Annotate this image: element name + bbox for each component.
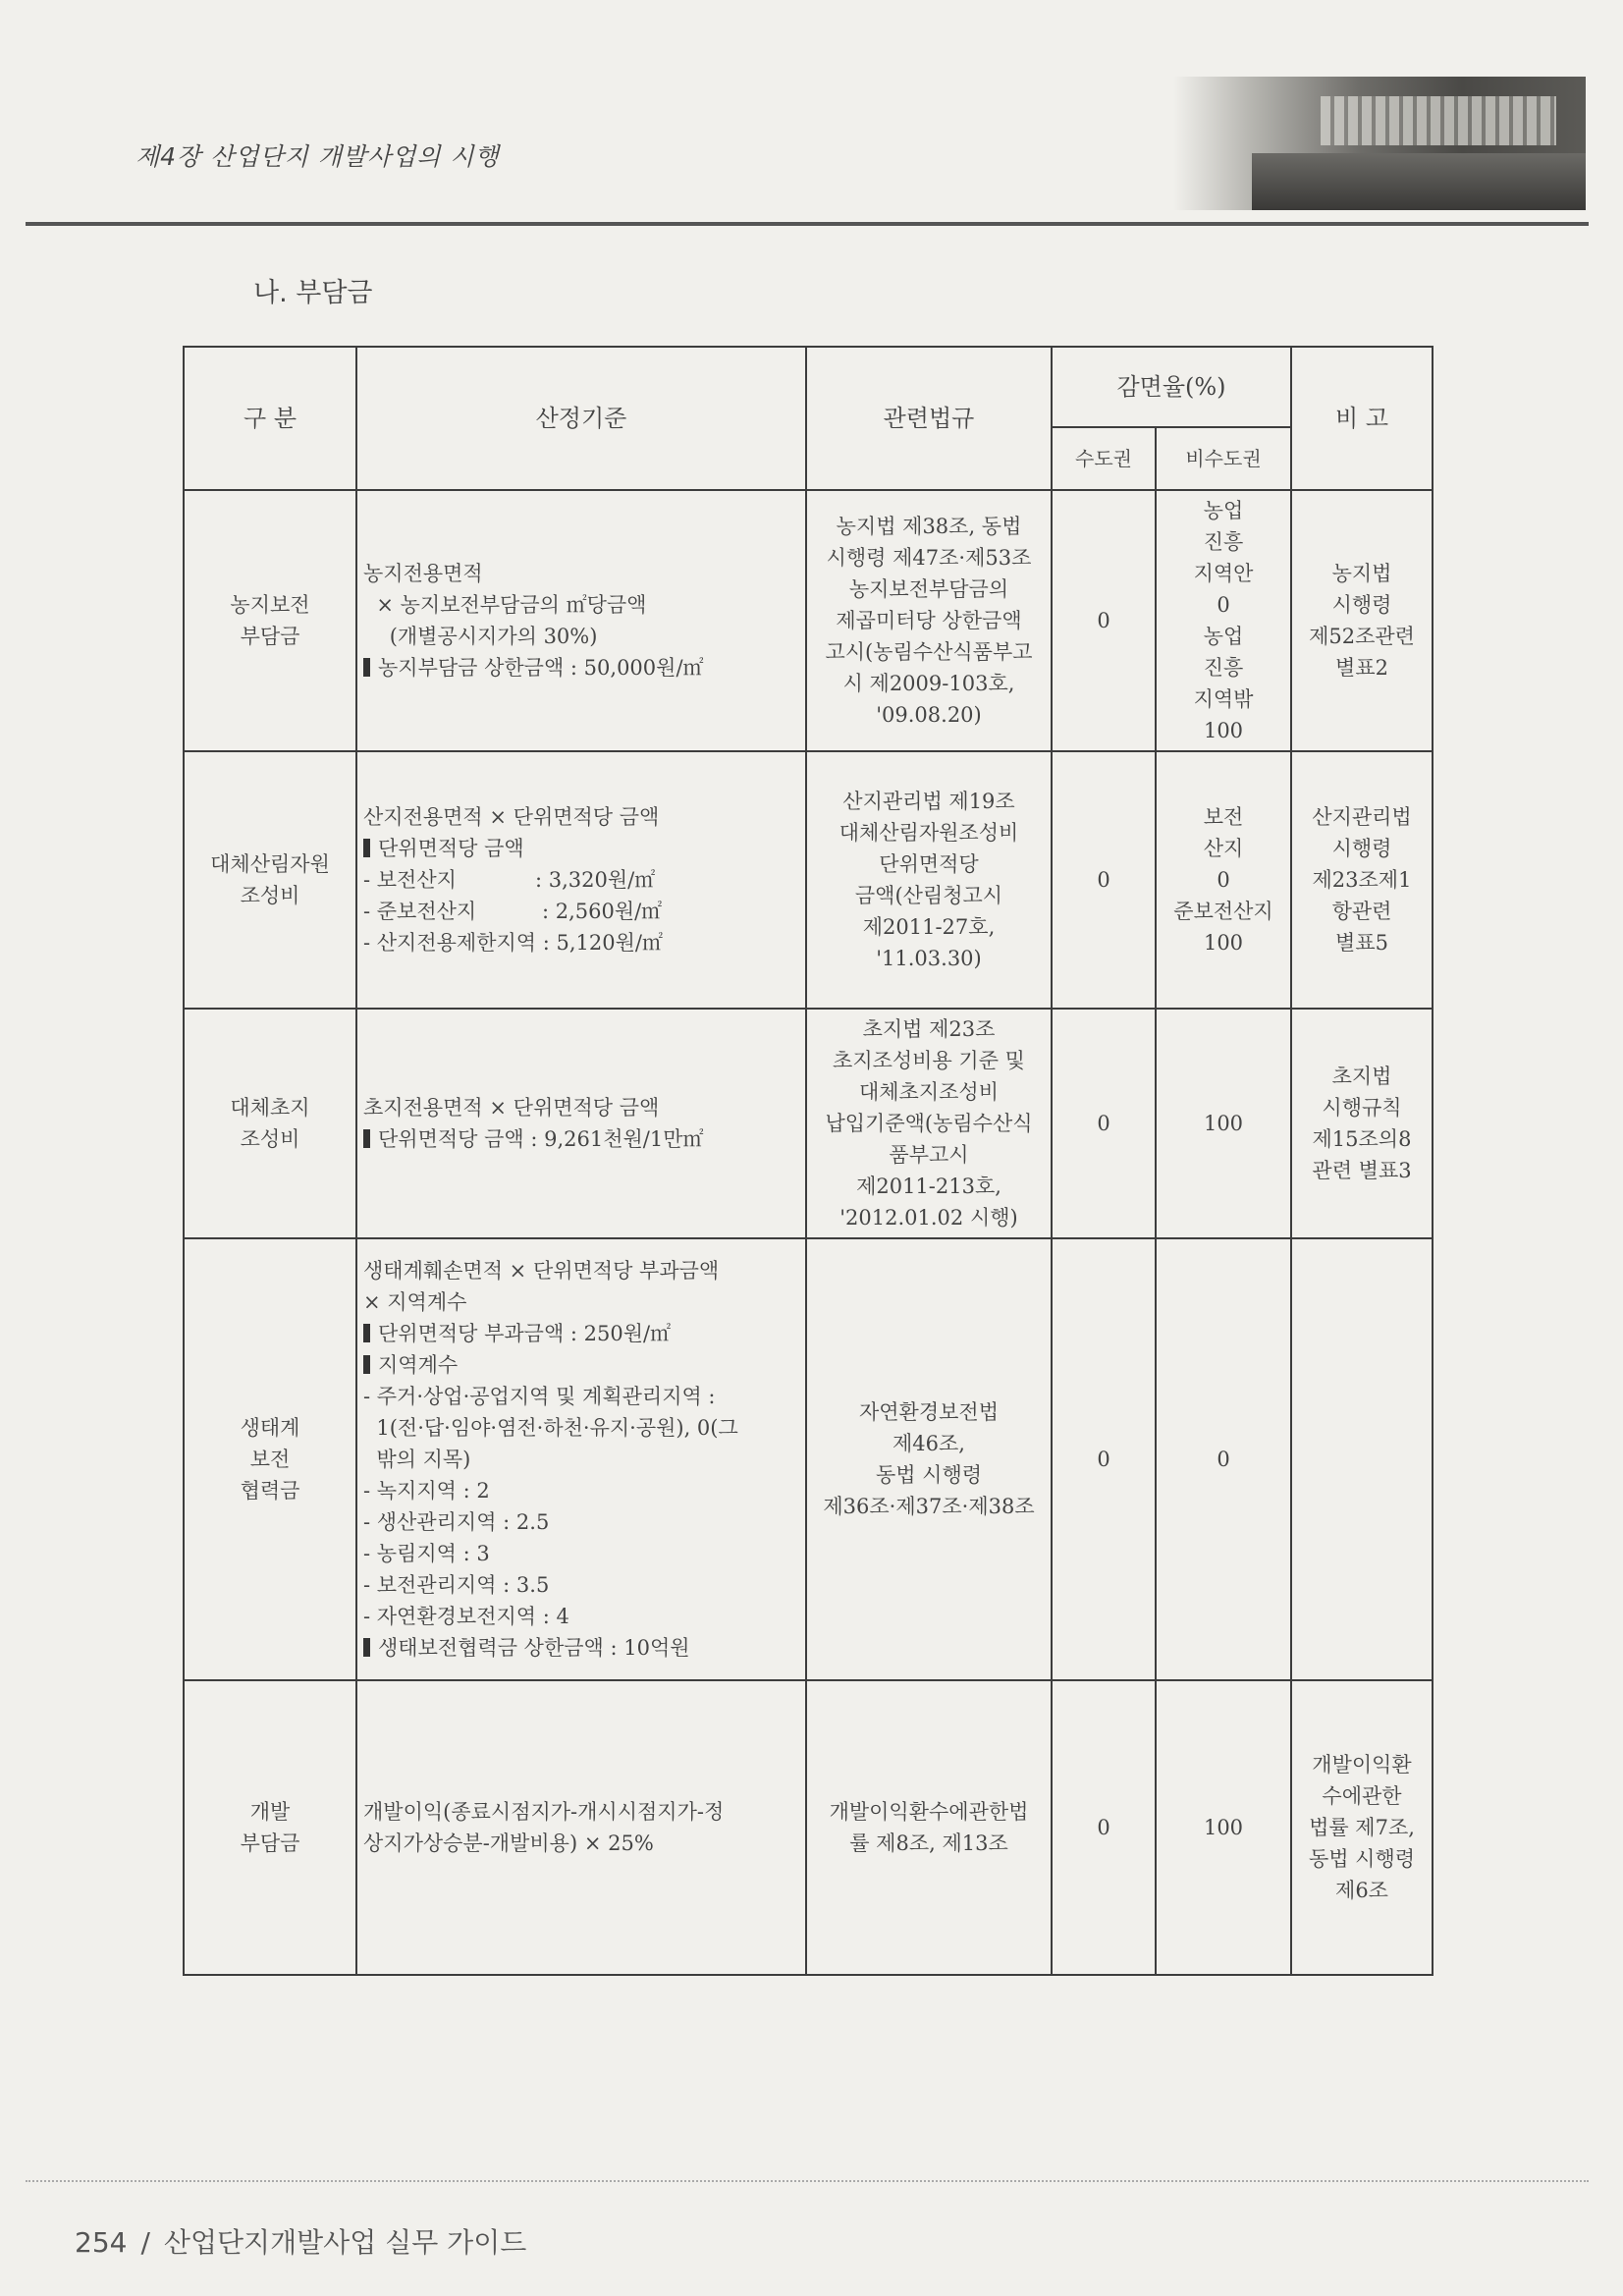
header-remarks: 비 고 xyxy=(1291,347,1433,490)
bullet-marker-icon xyxy=(363,1638,370,1657)
bullet-marker-icon xyxy=(363,1355,370,1374)
remarks-cell xyxy=(1291,1238,1433,1680)
criteria-line xyxy=(363,1092,799,1123)
criteria-text: 지역계수 xyxy=(378,1353,459,1377)
criteria-line xyxy=(363,1632,799,1664)
non-capital-rate-cell: 농업 진흥 지역안 0 농업 진흥 지역밖 100 xyxy=(1156,490,1291,751)
criteria-text: 생태계훼손면적 × 단위면적당 부과금액 xyxy=(363,1259,720,1283)
remarks-cell: 산지관리법 시행령 제23조제1 항관련 별표5 xyxy=(1291,751,1433,1009)
non-capital-rate-cell: 100 xyxy=(1156,1680,1291,1975)
criteria-text: 개발이익(종료시점지가-개시시점지가-정 xyxy=(363,1800,725,1824)
criteria-line xyxy=(363,1349,799,1381)
criteria-text: × 농지보전부담금의 ㎡당금액 xyxy=(363,593,647,617)
criteria-text: × 지역계수 xyxy=(363,1290,467,1314)
capital-rate-cell: 0 xyxy=(1052,1009,1156,1238)
criteria-text: 단위면적당 금액 xyxy=(378,837,524,860)
table-row xyxy=(184,1009,1433,1238)
criteria-line xyxy=(363,1318,799,1349)
criteria-line xyxy=(363,558,799,589)
header-category: 구 분 xyxy=(184,347,356,490)
category-cell: 개발 부담금 xyxy=(184,1680,356,1975)
criteria-line xyxy=(363,1601,799,1632)
remarks-cell: 개발이익환 수에관한 법률 제7조, 동법 시행령 제6조 xyxy=(1291,1680,1433,1975)
law-cell: 산지관리법 제19조 대체산림자원조성비 단위면적당 금액(산림청고시 제2011-27호, '11.03.30) xyxy=(806,751,1052,1009)
criteria-text: - 생산관리지역 : 2.5 xyxy=(363,1510,550,1534)
header-capital: 수도권 xyxy=(1052,427,1156,490)
bullet-marker-icon xyxy=(363,1324,370,1342)
header-criteria: 산정기준 xyxy=(356,347,806,490)
building-shape xyxy=(1321,96,1556,145)
criteria-line xyxy=(363,927,799,958)
footer-divider xyxy=(26,2180,1589,2182)
table-row xyxy=(184,1238,1433,1680)
non-capital-rate-cell: 100 xyxy=(1156,1009,1291,1238)
criteria-line xyxy=(363,1444,799,1475)
criteria-text: - 보전산지 : 3,320원/㎡ xyxy=(363,868,656,892)
bullet-marker-icon xyxy=(363,1129,370,1148)
chapter-title: 제4장 산업단지 개발사업의 시행 xyxy=(135,142,500,171)
capital-rate-cell: 0 xyxy=(1052,751,1156,1009)
header-reduction: 감면율(%) xyxy=(1052,347,1291,427)
criteria-text: - 보전관리지역 : 3.5 xyxy=(363,1573,550,1597)
table-row xyxy=(184,1680,1433,1975)
criteria-cell xyxy=(356,1238,806,1680)
criteria-text: 농지전용면적 xyxy=(363,562,483,585)
non-capital-rate-cell: 보전 산지 0 준보전산지 100 xyxy=(1156,751,1291,1009)
header-non-capital: 비수도권 xyxy=(1156,427,1291,490)
table-row xyxy=(184,490,1433,751)
criteria-line xyxy=(363,1123,799,1155)
criteria-line xyxy=(363,1506,799,1538)
criteria-text: 단위면적당 금액 : 9,261천원/1만㎡ xyxy=(378,1127,704,1151)
criteria-text: - 농림지역 : 3 xyxy=(363,1542,490,1565)
criteria-line xyxy=(363,1538,799,1569)
criteria-line xyxy=(363,1828,799,1859)
capital-rate-cell: 0 xyxy=(1052,490,1156,751)
page-number: 254 xyxy=(75,2226,128,2259)
criteria-line xyxy=(363,833,799,864)
law-cell: 자연환경보전법 제46조, 동법 시행령 제36조·제37조·제38조 xyxy=(806,1238,1052,1680)
criteria-line xyxy=(363,896,799,927)
criteria-text: 단위면적당 부과금액 : 250원/㎡ xyxy=(378,1322,672,1345)
table-row xyxy=(184,751,1433,1009)
criteria-line xyxy=(363,801,799,833)
law-cell: 개발이익환수에관한법 률 제8조, 제13조 xyxy=(806,1680,1052,1975)
criteria-text: 산지전용면적 × 단위면적당 금액 xyxy=(363,805,660,829)
law-cell: 초지법 제23조 초지조성비용 기준 및 대체초지조성비 납입기준액(농림수산식 품부고시 제2011-213호, '2012.01.02 시행) xyxy=(806,1009,1052,1238)
remarks-cell: 초지법 시행규칙 제15조의8 관련 별표3 xyxy=(1291,1009,1433,1238)
criteria-line xyxy=(363,1475,799,1506)
criteria-cell xyxy=(356,490,806,751)
criteria-line xyxy=(363,589,799,621)
criteria-line xyxy=(363,1412,799,1444)
water-shape xyxy=(1252,153,1586,210)
remarks-cell: 농지법 시행령 제52조관련 별표2 xyxy=(1291,490,1433,751)
criteria-text: - 산지전용제한지역 : 5,120원/㎡ xyxy=(363,931,663,955)
header-law: 관련법규 xyxy=(806,347,1052,490)
criteria-text: 생태보전협력금 상한금액 : 10억원 xyxy=(378,1636,690,1660)
capital-rate-cell: 0 xyxy=(1052,1680,1156,1975)
page-footer xyxy=(75,2221,526,2261)
criteria-text: (개별공시지가의 30%) xyxy=(363,625,598,648)
category-cell: 생태계 보전 협력금 xyxy=(184,1238,356,1680)
criteria-text: 상지가상승분-개발비용) × 25% xyxy=(363,1831,654,1855)
criteria-text: - 준보전산지 : 2,560원/㎡ xyxy=(363,900,663,923)
bullet-marker-icon xyxy=(363,658,370,677)
header-rule xyxy=(26,222,1589,226)
criteria-cell xyxy=(356,1009,806,1238)
criteria-line xyxy=(363,621,799,652)
category-cell: 농지보전 부담금 xyxy=(184,490,356,751)
criteria-line xyxy=(363,1286,799,1318)
criteria-line xyxy=(363,1255,799,1286)
criteria-text: 초지전용면적 × 단위면적당 금액 xyxy=(363,1096,660,1120)
criteria-line xyxy=(363,1796,799,1828)
book-title: 산업단지개발사업 실무 가이드 xyxy=(163,2226,527,2259)
criteria-text: 밖의 지목) xyxy=(363,1448,471,1471)
header-photo-image xyxy=(1173,77,1586,210)
criteria-text: - 주거·상업·공업지역 및 계획관리지역 : xyxy=(363,1385,716,1408)
criteria-line xyxy=(363,652,799,683)
category-cell: 대체산림자원 조성비 xyxy=(184,751,356,1009)
bullet-marker-icon xyxy=(363,839,370,857)
law-cell: 농지법 제38조, 동법 시행령 제47조·제53조 농지보전부담금의 제곱미터당 상한금액 고시(농림수산식품부고 시 제2009-103호, '09.08.20) xyxy=(806,490,1052,751)
criteria-text: 1(전·답·임야·염전·하천·유지·공원), 0(그 xyxy=(363,1416,738,1440)
table-header xyxy=(184,347,1433,490)
capital-rate-cell: 0 xyxy=(1052,1238,1156,1680)
criteria-text: 농지부담금 상한금액 : 50,000원/㎡ xyxy=(378,656,704,680)
criteria-text: - 녹지지역 : 2 xyxy=(363,1479,490,1503)
non-capital-rate-cell: 0 xyxy=(1156,1238,1291,1680)
criteria-line xyxy=(363,864,799,896)
section-title: 나. 부담금 xyxy=(253,278,373,308)
footer-separator: / xyxy=(140,2226,150,2259)
category-cell: 대체초지 조성비 xyxy=(184,1009,356,1238)
criteria-line xyxy=(363,1381,799,1412)
criteria-cell xyxy=(356,1680,806,1975)
criteria-line xyxy=(363,1569,799,1601)
criteria-cell xyxy=(356,751,806,1009)
levy-table xyxy=(183,346,1434,1976)
table-body xyxy=(184,490,1433,1975)
criteria-text: - 자연환경보전지역 : 4 xyxy=(363,1605,569,1628)
